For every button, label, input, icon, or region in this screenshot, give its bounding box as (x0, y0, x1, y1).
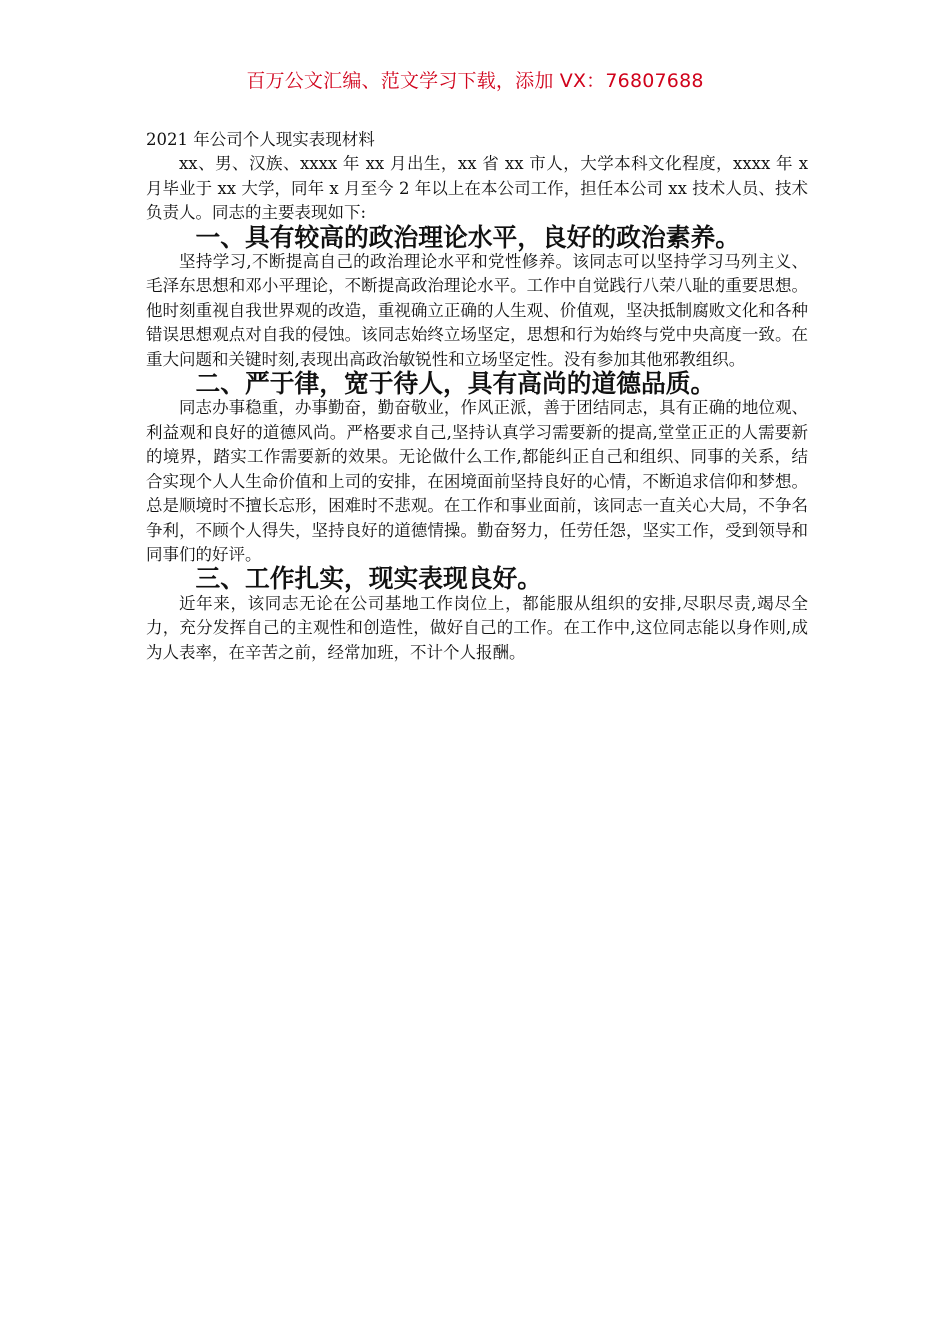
section-body-2: 同志办事稳重，办事勤奋，勤奋敬业，作风正派，善于团结同志，具有正确的地位观、利益观和良好的道德风尚。严格要求自己,坚持认真学习需要新的提高,堂堂正正的人需要新的境界，踏实工作需要新的效果。无论做什么工作,都能纠正自己和组织、同事的关系，结合实现个人人生命价值和上司的安排，在困境面前坚持良好的心情，不断追求信仰和梦想。总是顺境时不擅长忘形，困难时不悲观。在工作和事业面前，该同志一直关心大局，不争名争利，不顾个人得失，坚持良好的道德情操。勤奋努力，任劳任怨，坚实工作，受到领导和同事们的好评。 (146, 398, 808, 564)
section-body-1: 坚持学习,不断提高自己的政治理论水平和党性修养。该同志可以坚持学习马列主义、毛泽东思想和邓小平理论，不断提高政治理论水平。工作中自觉践行八荣八耻的重要思想。他时刻重视自我世界观的改造，重视确立正确的人生观、价值观，坚决抵制腐败文化和各种错误思想观点对自我的侵蚀。该同志始终立场坚定，思想和行为始终与党中央高度一致。在重大问题和关键时刻,表现出高政治敏锐性和立场坚定性。没有参加其他邪教组织。 (146, 252, 808, 369)
section-heading-2: 二、严于律，宽于待人，具有高尚的道德品质。 (195, 369, 716, 399)
section-heading-3: 三、工作扎实，现实表现良好。 (195, 564, 542, 594)
intro-paragraph: xx、男、汉族、xxxx 年 xx 月出生，xx 省 xx 市人，大学本科文化程度，xxxx 年 x 月毕业于 xx 大学，同年 x 月至今 2 年以上在本公司工作，担任本公司 xx 技术人员、技术负责人。同志的主要表现如下: (146, 154, 808, 223)
section-heading-1: 一、具有较高的政治理论水平，良好的政治素养。 (195, 222, 740, 252)
watermark-banner: 百万公文汇编、范文学习下载，添加 VX：76807688 (246, 70, 704, 92)
document-title: 2021 年公司个人现实表现材料 (146, 130, 375, 149)
section-body-3: 近年来，该同志无论在公司基地工作岗位上，都能服从组织的安排,尽职尽责,竭尽全力，充分发挥自己的主观性和创造性，做好自己的工作。在工作中,这位同志能以身作则,成为人表率，在辛苦之前，经常加班，不计个人报酬。 (146, 593, 808, 662)
document-body (146, 128, 808, 665)
